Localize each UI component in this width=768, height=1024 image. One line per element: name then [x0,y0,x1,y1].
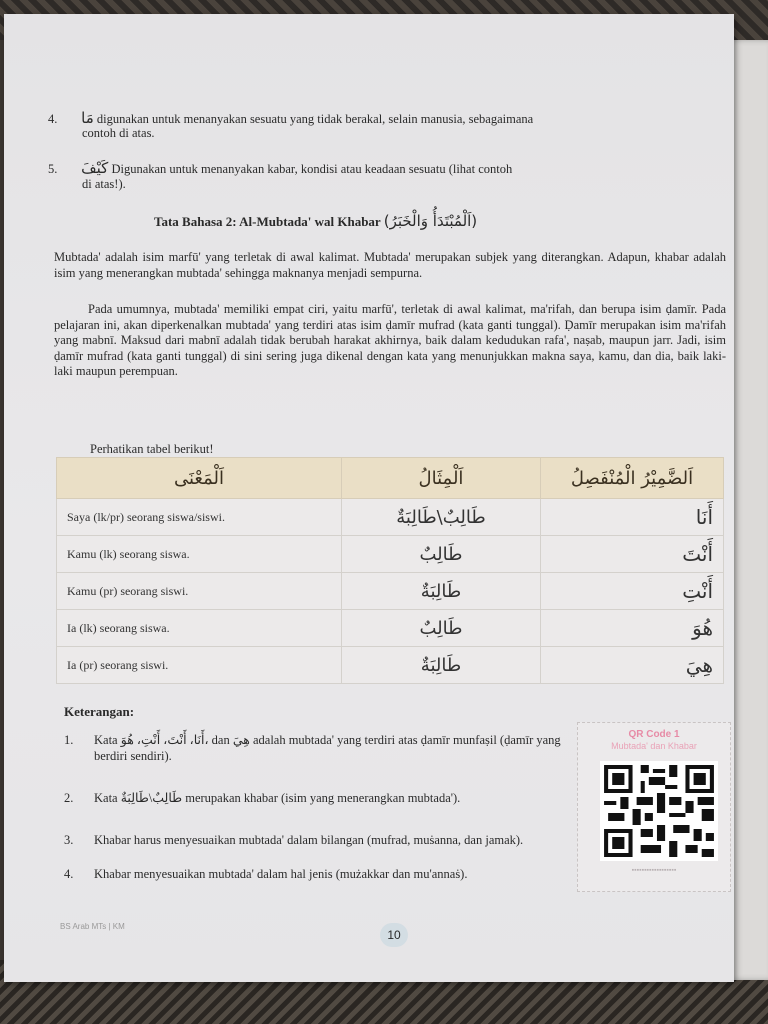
row-meaning: Saya (lk/pr) seorang siswa/siswi. [57,499,342,536]
table-row [57,647,724,684]
row-pronoun: أَنْتَ [541,536,724,573]
paragraph-characteristics [54,302,726,380]
header-pronoun: اَلضَّمِيْرُ الْمُنْفَصِلُ [541,458,724,499]
table-row [57,536,724,573]
notes-title: Keterangan: [64,704,135,719]
qr-subtitle: Mubtada' dan Khabar [611,741,697,751]
footer-book-title: BS Arab MTs | KM [60,922,125,931]
note-item [64,790,564,826]
row-pronoun: أَنْتِ [541,573,724,610]
row-example: طَالِبَةٌ [342,573,541,610]
row-pronoun: هِيَ [541,647,724,684]
table-row [57,610,724,647]
note-item [64,732,564,768]
qr-title: QR Code 1 [628,729,680,740]
table-row [57,573,724,610]
list-text-continued: contoh di atas. [82,126,155,140]
note-text: Khabar menyesuaikan mubtada' dalam hal jenis (mużakkar dan mu'annaṡ). [94,867,468,881]
qr-code-box[interactable] [577,722,731,892]
note-text: Kata طَالِبٌ\طَالِبَةٌ merupakan khabar (isim yang menerangkan mubtada'). [94,791,461,805]
pronoun-table [56,457,724,684]
table-intro: Perhatikan tabel berikut! [90,442,214,456]
book-page [4,14,734,982]
note-number: 2. [64,791,74,805]
list-item [48,109,533,127]
paragraph-definition [54,250,726,281]
next-page-edge [728,40,768,980]
row-meaning: Kamu (pr) seorang siswi. [57,573,342,610]
note-number: 4. [64,867,74,881]
note-number: 3. [64,833,74,847]
paragraph-text: Pada umumnya, mubtada' memiliki empat ciri, yaitu marfū', terletak di awal kalimat, ma'rifah, dan berupa isim ḍamīr. Pada pelajaran ini, akan diperkenalkan mubtada' yang terdiri atas isim ḍamīr mufrad (kata ganti tunggal). Ḍamīr merupakan isim ma'rifah yang mabnī. Maksud dari mabnī adalah tidak berubah harakat akhirnya, baik dalam kedudukan rafa', naṣab, maupun jarr. Jadi, isim ḍamīr mufrad (kata ganti tunggal) di sini sering juga dikenal dengan kata yang menunjukkan makna saya, kamu, dan dia, baik laki-laki maupun perempuan. [54,302,726,378]
list-text: Digunakan untuk menanyakan kabar, kondisi atau keadaan sesuatu (lihat contoh [111,162,513,176]
header-example: اَلْمِثَالُ [342,458,541,499]
note-item [64,832,564,864]
row-meaning: Ia (pr) seorang siswi. [57,647,342,684]
qr-caption: ▪▪▪▪▪▪▪▪▪▪▪▪▪▪▪▪▪▪ [631,867,677,874]
paragraph-text: Mubtada' adalah isim marfū' yang terletak di awal kalimat. Mubtada' merupakan subjek yang diterangkan. Adapun, khabar adalah isim yang menerangkan mubtada' sehingga maknanya menjadi sempurna. [54,250,726,280]
row-meaning: Kamu (lk) seorang siswa. [57,536,342,573]
row-example: طَالِبٌ [342,536,541,573]
row-example: طَالِبَةٌ [342,647,541,684]
list-text: digunakan untuk menanyakan sesuatu yang tidak berakal, selain manusia, sebagaimana [96,112,534,126]
note-item [64,866,564,898]
row-example: طَالِبٌ\طَالِبَةٌ [342,499,541,536]
row-pronoun: أَنَا [541,499,724,536]
section-title-arabic: (اَلْمُبْتَدَأُ وَالْخَبَرُ) [383,212,478,230]
list-number: 5. [48,162,58,176]
arabic-word: مَا [81,109,94,127]
section-title-text: Tata Bahasa 2: Al-Mubtada' wal Khabar [154,214,381,229]
header-meaning: اَلْمَعْنَى [57,458,342,499]
row-pronoun: هُوَ [541,610,724,647]
note-number: 1. [64,733,74,747]
list-number: 4. [48,112,58,126]
note-text: Kata أَنَا، أَنْتَ، أَنْتِ، هُوَ، dan هِيَ adalah mubtada' yang terdiri atas ḍamīr munfaṣil (ḍamīr yang berdiri sendiri). [94,733,561,763]
table-row [57,499,724,536]
qr-code-icon[interactable] [600,761,718,861]
row-example: طَالِبٌ [342,610,541,647]
list-item [48,159,512,177]
page-number: 10 [380,923,408,947]
table-header-row [57,458,724,499]
section-title [154,212,477,230]
arabic-word: كَيْفَ [81,159,109,177]
row-meaning: Ia (lk) seorang siswa. [57,610,342,647]
list-text-continued: di atas!). [82,177,126,191]
note-text: Khabar harus menyesuaikan mubtada' dalam bilangan (mufrad, muṡanna, dan jamak). [94,833,524,847]
